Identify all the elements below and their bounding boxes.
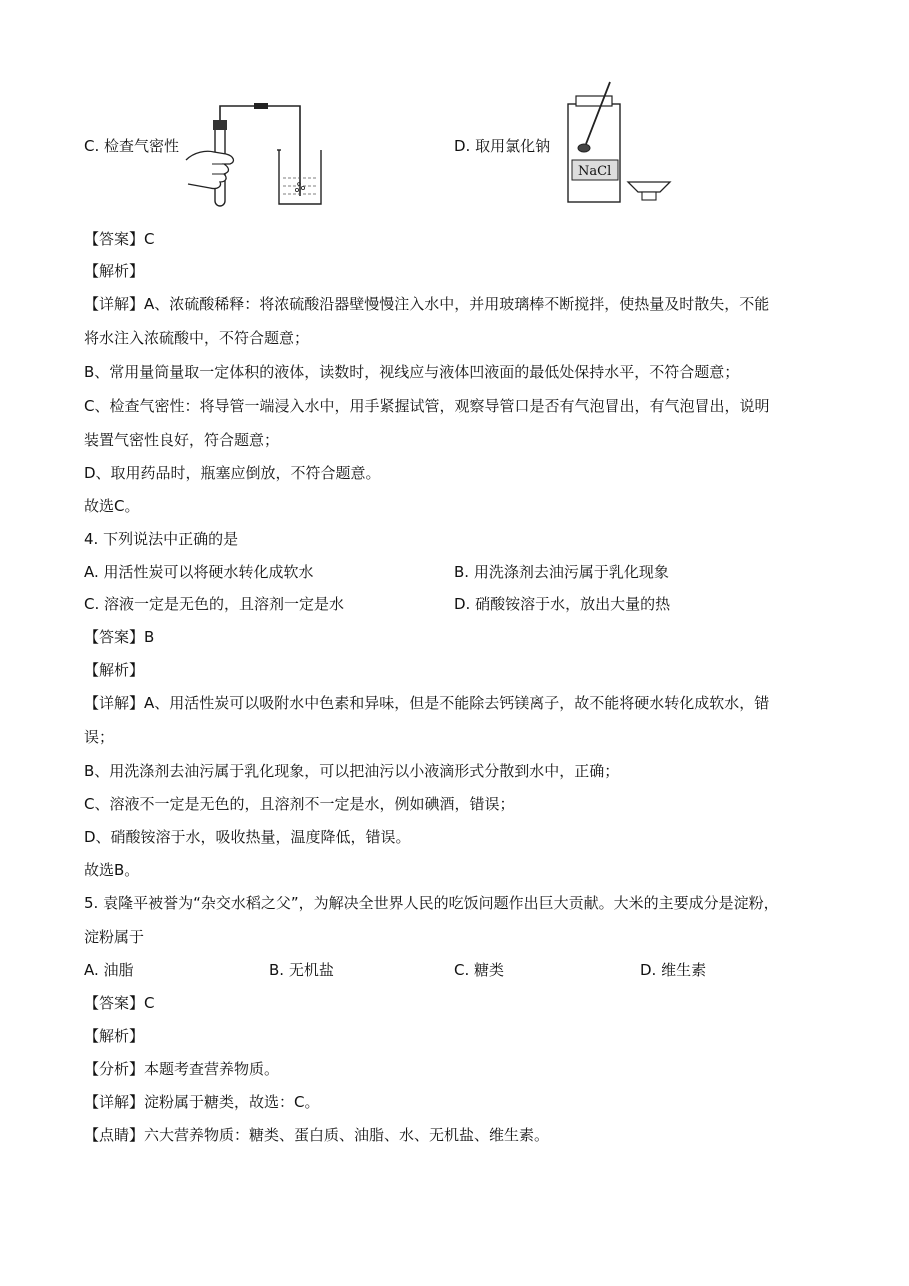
airtightness-check-figure xyxy=(184,100,324,210)
q3-detail-line: D、取用药品时，瓶塞应倒放，不符合题意。 xyxy=(84,464,381,482)
q5-answer: 【答案】C xyxy=(84,994,155,1012)
q5-stem-line: 淀粉属于 xyxy=(84,928,145,946)
q5-option-a: A. 油脂 xyxy=(84,961,134,979)
take-nacl-figure xyxy=(562,78,674,206)
q4-option-c: C. 溶液一定是无色的，且溶剂一定是水 xyxy=(84,595,345,613)
q4-detail-line: 【详解】A、用活性炭可以吸附水中色素和异味，但是不能除去钙镁离子，故不能将硬水转化成软水，错 xyxy=(84,694,770,712)
q4-stem: 4. 下列说法中正确的是 xyxy=(84,530,239,548)
q4-analysis-heading: 【解析】 xyxy=(84,661,145,679)
q3-detail-line: 将水注入浓硫酸中，不符合题意； xyxy=(84,329,310,347)
q3-answer: 【答案】C xyxy=(84,230,155,248)
q5-option-c: C. 糖类 xyxy=(454,961,505,979)
q3-detail-line: C、检查气密性：将导管一端浸入水中，用手紧握试管，观察导管口是否有气泡冒出，有气泡冒出，说明 xyxy=(84,397,770,415)
nacl-label: NaCl xyxy=(578,164,612,179)
q4-option-d: D. 硝酸铵溶于水，放出大量的热 xyxy=(454,595,671,613)
q5-option-d: D. 维生素 xyxy=(640,961,707,979)
q5-fenxi: 【分析】本题考查营养物质。 xyxy=(84,1060,280,1078)
q5-detail: 【详解】淀粉属于糖类，故选：C。 xyxy=(84,1093,320,1111)
q5-stem-line: 5. 袁隆平被誉为“杂交水稻之父”，为解决全世界人民的吃饭问题作出巨大贡献。大米的主要成分是淀粉， xyxy=(84,894,779,912)
q4-option-b: B. 用洗涤剂去油污属于乳化现象 xyxy=(454,563,669,581)
q3-detail-line: 【详解】A、浓硫酸稀释：将浓硫酸沿器壁慢慢注入水中，并用玻璃棒不断搅拌，使热量及时散失，不能 xyxy=(84,295,770,313)
q4-detail-line: C、溶液不一定是无色的，且溶剂不一定是水，例如碘酒，错误； xyxy=(84,795,515,813)
q4-conclusion: 故选B。 xyxy=(84,861,140,879)
q4-detail-line: 误； xyxy=(84,728,115,746)
q5-dianjing: 【点睛】六大营养物质：糖类、蛋白质、油脂、水、无机盐、维生素。 xyxy=(84,1126,550,1144)
q3-detail-line: B、常用量筒量取一定体积的液体，读数时，视线应与液体凹液面的最低处保持水平，不符合题意； xyxy=(84,363,740,381)
q5-option-b: B. 无机盐 xyxy=(269,961,334,979)
q4-detail-line: D、硝酸铵溶于水，吸收热量，温度降低，错误。 xyxy=(84,828,411,846)
q4-option-a: A. 用活性炭可以将硬水转化成软水 xyxy=(84,563,314,581)
q3-conclusion: 故选C。 xyxy=(84,497,140,515)
q4-detail-line: B、用洗涤剂去油污属于乳化现象，可以把油污以小液滴形式分散到水中，正确； xyxy=(84,762,620,780)
q4-answer: 【答案】B xyxy=(84,628,155,646)
q5-analysis-heading: 【解析】 xyxy=(84,1027,145,1045)
q3-detail-line: 装置气密性良好，符合题意； xyxy=(84,431,280,449)
q3-analysis-heading: 【解析】 xyxy=(84,262,145,280)
option-d-label: D. 取用氯化钠 xyxy=(454,137,551,155)
option-c-label: C. 检查气密性 xyxy=(84,137,180,155)
